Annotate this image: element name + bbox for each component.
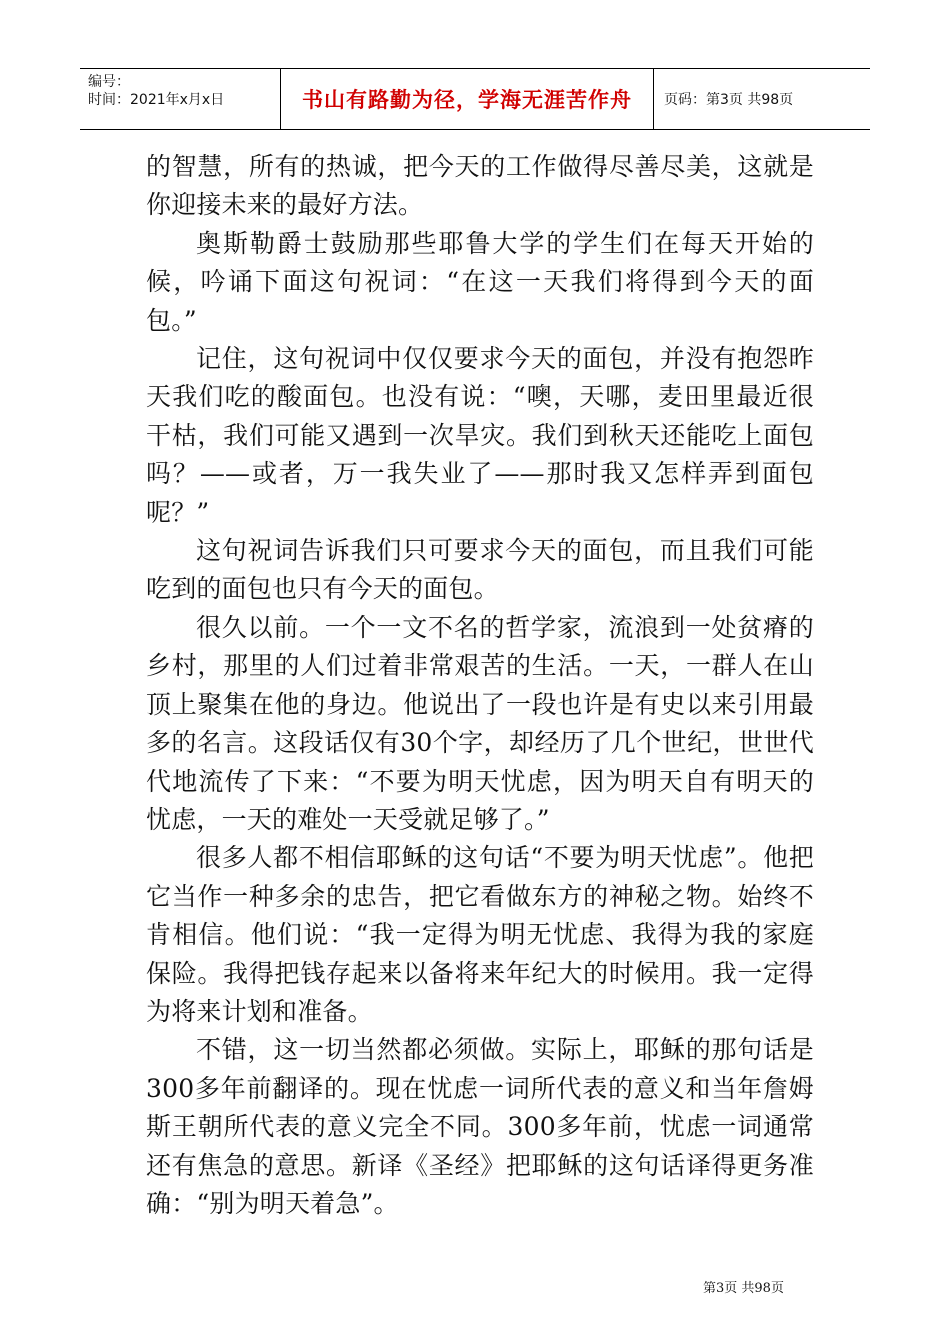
header-page-code: 页码：第3页 共98页 xyxy=(664,92,794,108)
header-motto: 书山有路勤为径，学海无涯苦作舟 xyxy=(280,69,654,129)
paragraph: 这句祝词告诉我们只可要求今天的面包，而且我们可能吃到的面包也只有今天的面包。 xyxy=(146,536,814,604)
page-header xyxy=(80,68,870,130)
paragraph: 不错，这一切当然都必须做。实际上，耶稣的那句话是300多年前翻译的。现在忧虑一词所代表的意义和当年詹姆斯王朝所代表的意义完全不同。300多年前，忧虑一词通常还有焦急的意思。新译《圣经》把耶稣的这句话译得更务准确：“别为明天着急”。 xyxy=(146,1035,814,1218)
header-meta xyxy=(80,69,280,129)
paragraph: 的智慧，所有的热诚，把今天的工作做得尽善尽美，这就是你迎接未来的最好方法。 xyxy=(146,152,814,220)
page-footer: 第3页 共98页 xyxy=(703,1281,784,1296)
paragraph: 记住，这句祝词中仅仅要求今天的面包，并没有抱怨昨天我们吃的酸面包。也没有说：“噢，天哪，麦田里最近很干枯，我们可能又遇到一次旱灾。我们到秋天还能吃上面包吗？——或者，万一我失业了——那时我又怎样弄到面包呢？” xyxy=(146,344,814,527)
paragraph: 很久以前。一个一文不名的哲学家，流浪到一处贫瘠的乡村，那里的人们过着非常艰苦的生活。一天，一群人在山顶上聚集在他的身边。他说出了一段也许是有史以来引用最多的名言。这段话仅有30个字，却经历了几个世纪，世世代代地流传了下来：“不要为明天忧虑，因为明天自有明天的忧虑，一天的难处一天受就足够了。” xyxy=(146,612,814,834)
paragraph: 奥斯勒爵士鼓励那些耶鲁大学的学生们在每天开始的候，吟诵下面这句祝词：“在这一天我们将得到今天的面包。” xyxy=(146,228,814,335)
document-date-label: 时间：2021年x月x日 xyxy=(88,92,225,108)
paragraph: 很多人都不相信耶稣的这句话“不要为明天忧虑”。他把它当作一种多余的忠告，把它看做东方的神秘之物。始终不肯相信。他们说：“我一定得为明无忧虑、我得为我的家庭保险。我得把钱存起来以备将来年纪大的时候用。我一定得为将来计划和准备。 xyxy=(146,843,814,1026)
document-number-label: 编号： xyxy=(88,74,130,90)
document-body xyxy=(146,148,814,1223)
